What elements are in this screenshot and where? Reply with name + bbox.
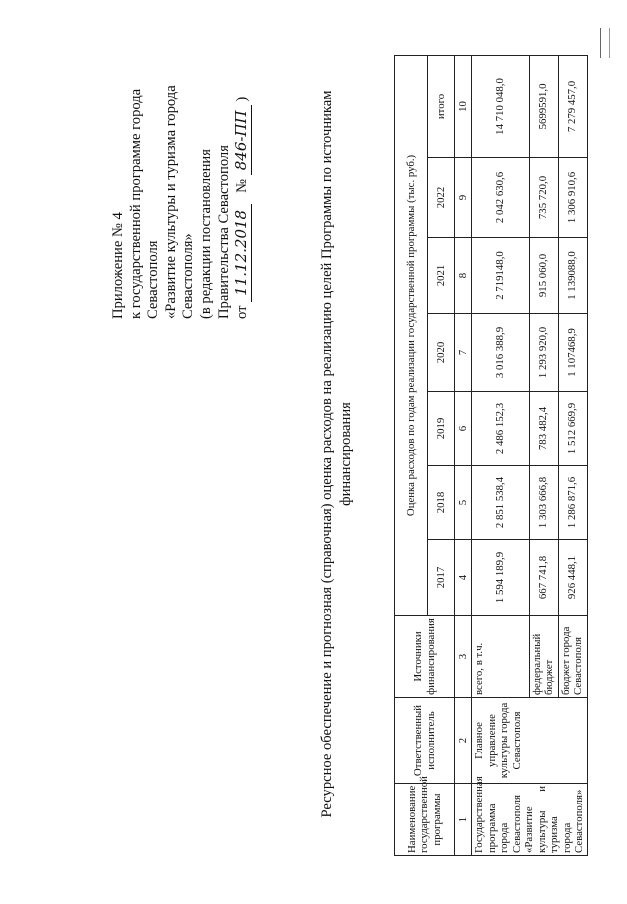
value-cell: 2 042 630,6 [472,158,530,238]
header-year: 2021 [428,238,455,314]
column-number: 2 [455,698,472,784]
decree-number: 846-ПП [233,105,252,175]
program-name: Государственная программа города Севастополя «Развитие культуры и туризма города Севастополя» [472,784,588,856]
source-cell: всего, в т.ч. [472,616,530,698]
header-year: 2020 [428,314,455,392]
value-cell: 1 139088,0 [558,238,587,314]
column-number: 9 [455,158,472,238]
scan-edge-mark [600,28,610,58]
value-cell: 2 851 538,4 [472,466,530,540]
value-cell: 2 486 152,3 [472,392,530,466]
title-line-1: Ресурсное обеспечение и прогнозная (справочная) оценка расходов на реализацию целей Программы по источникам [319,90,335,818]
date-prefix: от [234,305,251,319]
executor-name: Главное управление культуры города Севастополя [472,698,588,784]
decree-date-line [233,29,252,319]
value-cell: 1 306 910,6 [558,158,587,238]
header-total: итого [428,55,455,157]
appendix-line: (в редакции постановления [197,149,214,319]
appendix-line: «Развитие культуры и туризма города [162,85,179,319]
total-cell: 14 710 048,0 [472,55,530,157]
number-prefix: № [234,178,251,193]
appendix-line: Правительства Севастополя [215,145,232,319]
header-year: 2019 [428,392,455,466]
document-title [318,64,356,844]
appendix-line: Севастополя [145,240,162,319]
total-cell: 7 279 457,0 [558,55,587,157]
appendix-line: к государственной программе города [127,88,144,319]
value-cell: 1 303 666,8 [529,466,558,540]
value-cell: 735 720,0 [529,158,558,238]
resource-table [394,55,588,856]
value-cell: 667 741,8 [529,540,558,616]
value-cell: 1 286 871,6 [558,466,587,540]
header-year: 2017 [428,540,455,616]
decree-date: 11.12.2018 [233,204,252,302]
value-cell: 783 482,4 [529,392,558,466]
column-number: 4 [455,540,472,616]
value-cell: 926 448,1 [558,540,587,616]
header-year: 2022 [428,158,455,238]
value-cell: 2 719148,0 [472,238,530,314]
value-cell: 915 060,0 [529,238,558,314]
header-program: Наименование государственной программы [395,784,455,856]
header-estimate: Оценка расходов по годам реализации государственной программы (тыс. руб.) [395,55,428,615]
value-cell: 1 107468,9 [558,314,587,392]
column-number: 7 [455,314,472,392]
source-cell: бюджет города Севастополя [558,616,587,698]
source-cell: федеральный бюджет [529,616,558,698]
header-executor: Ответственный исполнитель [395,698,455,784]
column-number: 8 [455,238,472,314]
header-sources: Источники финансирования [395,616,455,698]
appendix-block [110,29,252,319]
table-row [472,55,530,855]
header-year: 2018 [428,466,455,540]
column-number: 10 [455,55,472,157]
value-cell: 1 594 189,9 [472,540,530,616]
number-suffix: ) [234,96,251,102]
column-number: 6 [455,392,472,466]
appendix-line: Приложение № 4 [110,212,126,319]
value-cell: 1 512 669,9 [558,392,587,466]
total-cell: 5699591,0 [529,55,558,157]
column-number: 1 [455,784,472,856]
column-numbers-row [455,55,472,855]
column-number: 3 [455,616,472,698]
title-line-2: финансирования [338,402,354,506]
appendix-line: Севастополя» [180,233,197,319]
column-number: 5 [455,466,472,540]
value-cell: 3 016 388,9 [472,314,530,392]
value-cell: 1 293 920,0 [529,314,558,392]
